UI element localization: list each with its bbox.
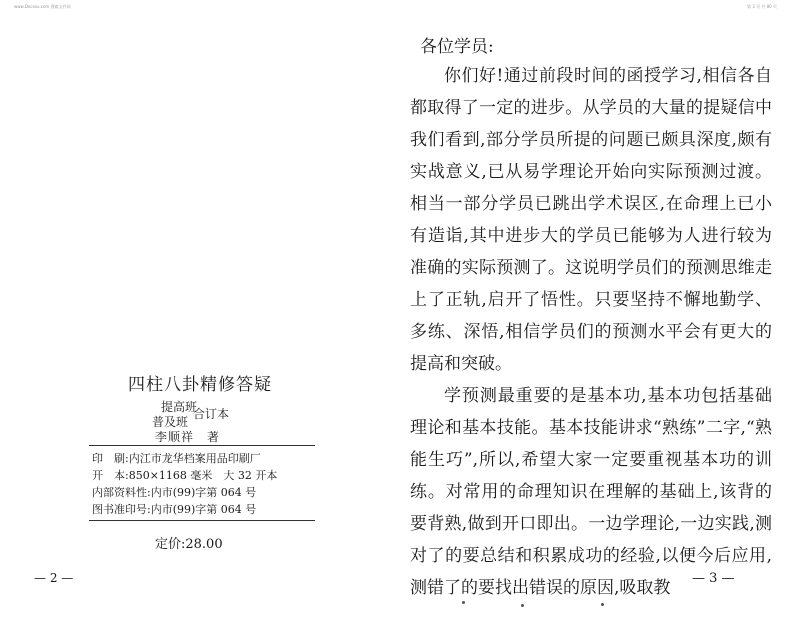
publication-line-permit: 图书准印号:内市(99)字第 064 号 [92, 503, 257, 516]
letter-salutation: 各位学员: [420, 37, 494, 57]
header-right-text: 第 3 页 共 80 页 [747, 4, 777, 9]
header-left-text: www.Docsou.com 搜索文件网 [14, 4, 71, 9]
letter-body [410, 60, 772, 604]
book-title: 四柱八卦精修答疑 [128, 375, 272, 395]
publication-info [92, 450, 277, 518]
letter-paragraph: 学预测最重要的是基本功,基本功包括基础理论和基本技能。基本技能讲求“熟练”二字,“熟能生巧”,所以,希望大家一定要重视基本功的训练。对常用的命理知识在理解的基础上,该背的要背熟,做到开口即出。一边学理论,一边实践,测对了的要总结和积累成功的经验,以便今后应用,测错了的要找出错误的原因,吸取教 [410, 386, 772, 598]
price: 定价:28.00 [155, 537, 223, 552]
publication-line-printer: 印 刷:内江市龙华档案用品印刷厂 [92, 452, 261, 465]
edition-line-1: 提高班 [161, 400, 198, 414]
page-number-left: — 2 — [34, 571, 74, 585]
author-line: 李顺祥 著 [155, 430, 221, 444]
publication-line-format: 开 本:850×1168 毫米 大 32 开本 [92, 469, 278, 482]
edition-line-2: 普及班 [152, 415, 189, 429]
letter-paragraph: 你们好!通过前段时间的函授学习,相信各自都取得了一定的进步。从学员的大量的提疑信中我们看到,部分学员所提的问题已颇具深度,颇有实战意义,已从易学理论开始向实际预测过渡。相当一部分学员已跳出学术误区,在命理上已小有造诣,其中进步大的学员已能够为人进行较为准确的实际预测了。这说明学员们的预测思维走上了正轨,启开了悟性。只要坚持不懈地勤学、多练、深悟,相信学员们的预测水平会有更大的提高和突破。 [410, 66, 772, 374]
edition-combined: 合订本 [193, 407, 230, 421]
divider-bottom [89, 520, 315, 521]
scan-speck [462, 601, 465, 604]
divider-top [89, 445, 315, 446]
scan-speck [521, 604, 524, 607]
page-number-right: — 3 — [692, 571, 735, 586]
publication-line-internal: 内部资料性:内市(99)字第 064 号 [92, 486, 257, 499]
scan-speck [601, 603, 604, 606]
